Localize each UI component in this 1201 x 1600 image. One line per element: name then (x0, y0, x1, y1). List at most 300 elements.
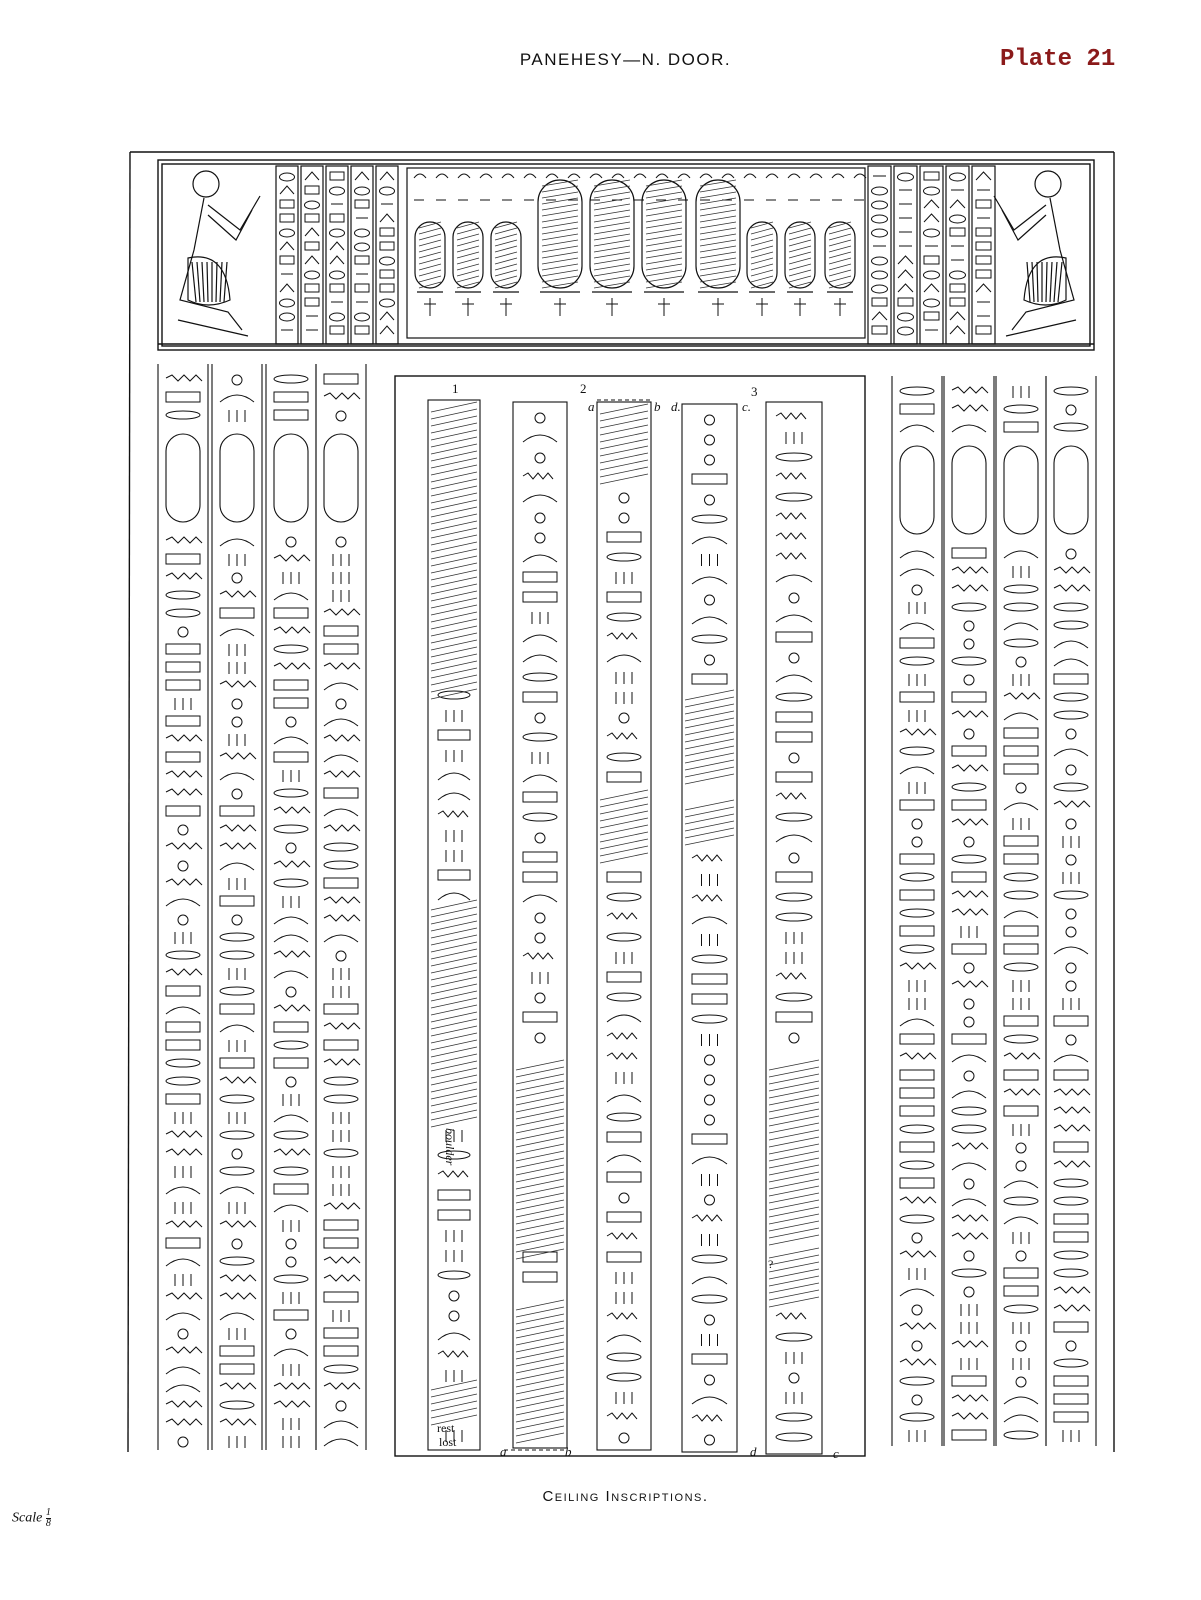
ankh-glyph (756, 298, 768, 316)
cartouche-hatch (457, 240, 479, 246)
glyph (692, 1255, 727, 1263)
scale-text: Scale (12, 1510, 43, 1526)
glyph (607, 1413, 637, 1419)
center-column-2a (513, 402, 567, 1448)
glyph (446, 850, 462, 862)
glyph (274, 1205, 308, 1212)
glyph (1004, 963, 1038, 971)
glyph (220, 1077, 256, 1083)
glyph (532, 752, 548, 764)
glyph (1054, 1322, 1088, 1332)
glyph (952, 585, 988, 591)
glyph (166, 951, 200, 959)
glyph (1054, 1214, 1088, 1224)
cartouche-hatch (542, 198, 578, 204)
glyph (1004, 603, 1038, 611)
glyph (220, 1275, 256, 1281)
glyph (619, 1433, 629, 1443)
glyph (438, 1333, 470, 1340)
glyph (229, 662, 245, 674)
glyph (952, 1163, 986, 1170)
glyph (607, 913, 637, 919)
cartouche-hatch (700, 222, 736, 228)
glyph (607, 1353, 641, 1361)
glyph (229, 410, 245, 422)
glyph (535, 533, 545, 543)
glyph (333, 590, 349, 602)
glyph (692, 515, 727, 523)
glyph (324, 393, 360, 399)
glyph (1063, 872, 1079, 884)
glyph (178, 825, 188, 835)
cartouche-hatch (594, 240, 630, 246)
glyph (616, 1292, 632, 1304)
glyph (324, 1421, 358, 1428)
glyph (1004, 911, 1038, 918)
glyph (333, 1310, 349, 1322)
glyph (607, 1313, 637, 1319)
glyph (776, 615, 812, 622)
glyph (220, 1187, 254, 1194)
left-text-column-2 (212, 364, 262, 1450)
glyph (961, 1322, 977, 1334)
glyph (692, 1157, 727, 1164)
glyph (232, 915, 242, 925)
glyph (523, 1272, 557, 1282)
glyph (1013, 566, 1029, 578)
glyph (166, 1007, 200, 1014)
glyph (964, 1017, 974, 1027)
cartouche-hatch (829, 276, 851, 282)
glyph (220, 1004, 254, 1014)
glyph (900, 387, 934, 395)
cartouche-hatch (829, 252, 851, 258)
glyph (616, 692, 632, 704)
glyph (900, 1125, 934, 1133)
glyph (900, 800, 934, 810)
glyph (166, 573, 202, 579)
glyph (1054, 1251, 1088, 1259)
glyph (900, 1251, 936, 1257)
glyph (952, 1055, 986, 1062)
cartouche-hatch (542, 228, 578, 234)
cartouche-hatch (646, 264, 682, 270)
glyph (776, 793, 806, 799)
glyph (952, 387, 988, 393)
glyph (900, 551, 934, 558)
glyph (324, 1004, 358, 1014)
glyph (692, 474, 727, 484)
cartouche-hatch (789, 264, 811, 270)
glyph (166, 1077, 200, 1085)
cartouche-hatch (829, 228, 851, 234)
glyph (776, 675, 812, 682)
glyph (220, 539, 254, 546)
glyph (607, 933, 641, 941)
cartouche-hatch (700, 186, 736, 192)
glyph (912, 1305, 922, 1315)
cartouche-hatch (419, 228, 441, 234)
glyph (1013, 674, 1029, 686)
lintel-text-column (946, 166, 969, 344)
glyph (336, 1401, 346, 1411)
glyph (274, 1401, 310, 1407)
glyph (952, 944, 986, 954)
cartouche-hatch (419, 252, 441, 258)
glyph (333, 554, 349, 566)
cartouche-hatch (542, 258, 578, 264)
glyph (1004, 1286, 1038, 1296)
glyph (274, 645, 308, 653)
glyph (324, 897, 360, 903)
glyph (1054, 641, 1088, 648)
cartouche-hatch (700, 252, 736, 258)
cartouche-hatch (542, 246, 578, 252)
glyph (220, 987, 254, 995)
column-letter-a: a (588, 399, 595, 414)
glyph (166, 1347, 202, 1353)
glyph (789, 753, 799, 763)
glyph (283, 770, 299, 782)
ankh-glyph (794, 298, 806, 316)
glyph (523, 673, 557, 681)
glyph (1016, 657, 1026, 667)
glyph (324, 374, 358, 384)
cartouche-hatch (419, 276, 441, 282)
glyph (523, 655, 557, 662)
glyph (776, 872, 812, 882)
glyph (1004, 1217, 1038, 1224)
cartouche-hatch (646, 228, 682, 234)
cartouche-hatch (542, 276, 578, 282)
glyph (952, 800, 986, 810)
glyph (324, 1077, 358, 1085)
glyph (1054, 749, 1088, 756)
cartouche-hatch (594, 276, 630, 282)
glyph (900, 1161, 934, 1169)
glyph (705, 655, 715, 665)
glyph (1054, 659, 1088, 666)
glyph (523, 495, 557, 502)
cartouche-hatch (700, 276, 736, 282)
glyph (1054, 801, 1090, 807)
cartouche-hatch (457, 252, 479, 258)
glyph (274, 861, 310, 867)
glyph (535, 453, 545, 463)
glyph (1054, 1287, 1090, 1293)
glyph (952, 692, 986, 702)
glyph (900, 963, 936, 969)
glyph (229, 1328, 245, 1340)
cartouche-hatch (829, 264, 851, 270)
cartouche-hatch (594, 258, 630, 264)
glyph (964, 1287, 974, 1297)
glyph (1004, 1089, 1040, 1095)
glyph (438, 691, 470, 699)
glyph (705, 1115, 715, 1125)
column-cartouche (324, 434, 358, 522)
glyph (912, 1395, 922, 1405)
glyph (166, 591, 200, 599)
glyph (776, 693, 812, 701)
glyph (274, 951, 310, 957)
glyph (232, 375, 242, 385)
glyph (952, 1269, 986, 1277)
glyph (274, 555, 310, 561)
glyph (607, 613, 641, 621)
glyph (776, 993, 812, 1001)
glyph (178, 861, 188, 871)
glyph (1066, 729, 1076, 739)
glyph (952, 909, 988, 915)
cartouche-hatch (495, 234, 517, 240)
lintel-text-column (376, 166, 398, 344)
glyph (229, 1112, 245, 1124)
glyph (1004, 944, 1038, 954)
glyph (1054, 621, 1088, 629)
glyph (166, 1149, 202, 1155)
glyph (607, 1015, 641, 1022)
glyph (776, 973, 806, 979)
glyph (776, 575, 812, 582)
glyph (229, 644, 245, 656)
cartouche-hatch (751, 246, 773, 252)
glyph (952, 765, 988, 771)
cartouche-hatch (542, 222, 578, 228)
outer-frame-left (128, 152, 130, 1452)
glyph (1013, 1232, 1029, 1244)
glyph (446, 830, 462, 842)
glyph (333, 1166, 349, 1178)
glyph (1004, 1053, 1040, 1059)
glyph (1054, 387, 1088, 395)
glyph (776, 493, 812, 501)
glyph (220, 1058, 254, 1068)
cartouche-hatch (457, 258, 479, 264)
glyph (1054, 1016, 1088, 1026)
glyph (607, 972, 641, 982)
glyph (900, 1197, 936, 1203)
glyph (705, 1435, 715, 1445)
cartouche-hatch (751, 240, 773, 246)
glyph (952, 1430, 986, 1440)
glyph (607, 772, 641, 782)
glyph (523, 733, 557, 741)
glyph (274, 1005, 310, 1011)
glyph (952, 1125, 986, 1133)
bottom-letter-b: b (565, 1444, 572, 1459)
column-number-1: 1 (452, 381, 459, 396)
glyph (607, 1172, 641, 1182)
cartouche-hatch (700, 234, 736, 240)
glyph (229, 1202, 245, 1214)
cartouche-hatch (542, 192, 578, 198)
glyph (964, 1071, 974, 1081)
glyph (1054, 947, 1088, 954)
glyph (166, 392, 200, 402)
glyph (1066, 927, 1076, 937)
glyph (324, 1439, 358, 1446)
glyph (535, 713, 545, 723)
glyph (952, 1199, 986, 1206)
glyph (607, 532, 641, 542)
cartouche-hatch (646, 270, 682, 276)
glyph (952, 548, 986, 558)
glyph (446, 710, 462, 722)
glyph (166, 537, 202, 543)
glyph (705, 435, 715, 445)
cartouche-hatch (646, 204, 682, 210)
cartouche-hatch (646, 216, 682, 222)
glyph (324, 1059, 360, 1065)
glyph (702, 1034, 718, 1046)
glyph (1004, 1016, 1038, 1026)
glyph (324, 1220, 358, 1230)
glyph (912, 819, 922, 829)
cartouche-hatch (542, 210, 578, 216)
glyph (274, 627, 310, 633)
glyph (616, 672, 632, 684)
glyph (438, 1271, 470, 1279)
glyph (900, 854, 934, 864)
glyph (1013, 1124, 1029, 1136)
glyph (1004, 1415, 1038, 1422)
cartouche-hatch (542, 270, 578, 276)
glyph (786, 1392, 802, 1404)
glyph (619, 1193, 629, 1203)
cartouche-hatch (700, 270, 736, 276)
glyph (532, 612, 548, 624)
cartouche-hatch (594, 210, 630, 216)
glyph (523, 852, 557, 862)
glyph (175, 1274, 191, 1286)
cartouche-hatch (789, 282, 811, 288)
glyph (900, 890, 934, 900)
glyph (166, 735, 202, 741)
cartouche-hatch (829, 246, 851, 252)
glyph (607, 1335, 641, 1342)
glyph (286, 1329, 296, 1339)
glyph (705, 1075, 715, 1085)
glyph (776, 553, 806, 559)
cartouche-hatch (789, 252, 811, 258)
glyph (166, 1419, 202, 1425)
glyph (283, 1418, 299, 1430)
kneeling-figure-right (994, 171, 1076, 336)
glyph (523, 813, 557, 821)
glyph (523, 1252, 557, 1262)
glyph (961, 1358, 977, 1370)
glyph (1054, 603, 1088, 611)
glyph (900, 1413, 934, 1421)
glyph (1054, 1107, 1090, 1113)
glyph (446, 1370, 462, 1382)
glyph (964, 963, 974, 973)
glyph (274, 737, 308, 744)
glyph (166, 716, 200, 726)
glyph (1004, 764, 1038, 774)
glyph (324, 663, 360, 669)
glyph (786, 1352, 802, 1364)
lintel-text-column (868, 166, 891, 344)
glyph (692, 1295, 727, 1303)
glyph (692, 855, 722, 861)
glyph (692, 917, 727, 924)
column-cartouche (220, 434, 254, 522)
cartouche-hatch (751, 222, 773, 228)
glyph (220, 933, 254, 941)
cartouche-hatch (457, 234, 479, 240)
glyph (1004, 728, 1038, 738)
cartouche-hatch (457, 246, 479, 252)
cartouche-hatch (751, 270, 773, 276)
glyph (900, 1070, 934, 1080)
glyph (232, 699, 242, 709)
glyph (900, 657, 934, 665)
glyph (449, 1291, 459, 1301)
glyph (1066, 765, 1076, 775)
glyph (776, 413, 806, 419)
glyph (1063, 998, 1079, 1010)
glyph (909, 1430, 925, 1442)
column-cartouche (1054, 446, 1088, 534)
cartouche-hatch (419, 270, 441, 276)
glyph (229, 968, 245, 980)
glyph (1004, 713, 1038, 720)
glyph (702, 1174, 718, 1186)
glyph (705, 1315, 715, 1325)
glyph (523, 895, 557, 902)
glyph (952, 567, 988, 573)
bottom-letter-d: d (750, 1444, 757, 1459)
glyph (333, 986, 349, 998)
cartouche-hatch (542, 240, 578, 246)
glyph (607, 592, 641, 602)
glyph (909, 602, 925, 614)
glyph (1066, 1035, 1076, 1045)
glyph (324, 1257, 360, 1263)
glyph (324, 1383, 360, 1389)
cartouche-hatch (495, 270, 517, 276)
glyph (1066, 981, 1076, 991)
glyph (274, 1041, 308, 1049)
glyph (900, 926, 934, 936)
cartouche-hatch (594, 228, 630, 234)
cartouche-hatch (594, 270, 630, 276)
cartouche-hatch (495, 282, 517, 288)
glyph (786, 932, 802, 944)
glyph (1054, 693, 1088, 701)
glyph (692, 895, 722, 901)
cartouche-hatch (594, 282, 630, 288)
glyph (286, 1239, 296, 1249)
glyph (692, 674, 727, 684)
glyph (166, 1259, 200, 1266)
glyph (900, 1088, 934, 1098)
column-cartouche (900, 446, 934, 534)
glyph (1013, 1322, 1029, 1334)
page-title: PANEHESY—N. DOOR. (519, 50, 732, 69)
glyph (1004, 422, 1038, 432)
lintel-text-column (972, 166, 995, 344)
glyph (324, 1023, 360, 1029)
glyph (776, 1012, 812, 1022)
cartouche-hatch (751, 264, 773, 270)
glyph (952, 1341, 988, 1347)
glyph (274, 680, 308, 690)
cartouche-hatch (594, 192, 630, 198)
cartouche-hatch (457, 222, 479, 228)
